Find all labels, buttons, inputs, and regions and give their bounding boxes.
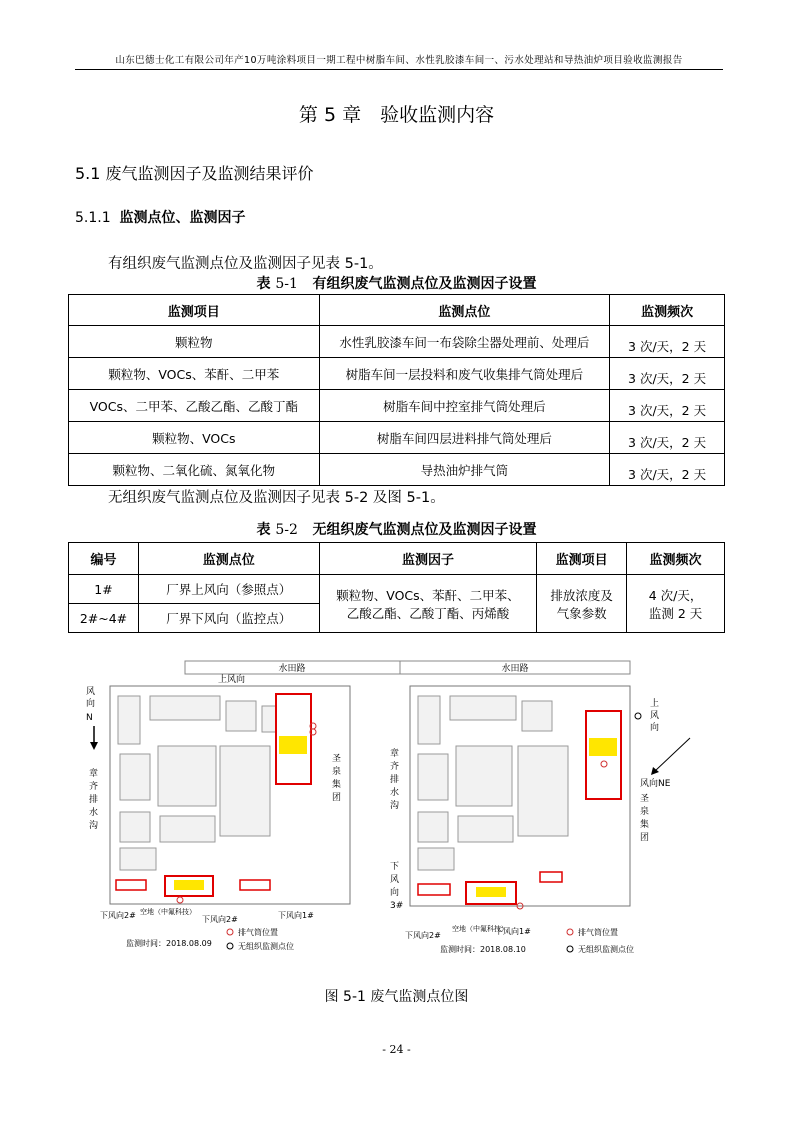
cell-id: 2#~4# <box>69 604 139 633</box>
table-header-row <box>69 295 725 326</box>
road-label: 水田路 <box>278 664 306 674</box>
cell-factors <box>319 575 537 633</box>
date-label: 监测时间：2018.08.10 <box>440 945 526 954</box>
road-label: 水田路 <box>501 664 529 674</box>
cell-point: 厂界下风向（监控点） <box>138 604 319 633</box>
map-left <box>86 661 400 951</box>
col-header-item: 监测项目 <box>537 543 627 575</box>
building <box>158 746 216 806</box>
cell-point: 树脂车间四层进料排气筒处理后 <box>319 422 610 454</box>
vacant-label: 空地（中氟科技） <box>140 908 196 916</box>
cell-id: 1# <box>69 575 139 604</box>
cell-frequency: 3 次/天，2 天 <box>610 358 725 390</box>
downwind-1: 下风向1# <box>495 927 531 936</box>
table1-caption-number: 5-1 <box>275 276 298 292</box>
neighbor-label-4: 团 <box>640 833 650 843</box>
ditch-label-3: 排 <box>390 775 400 785</box>
table1-caption-label: 表 <box>256 276 271 292</box>
ditch-label-1: 章 <box>390 749 400 759</box>
ditch-label-4: 水 <box>89 808 99 818</box>
wind-label-1: 风 <box>86 687 96 697</box>
downwind-3-line1: 下 <box>390 862 400 872</box>
table-row <box>69 454 725 486</box>
ditch-label-3: 排 <box>89 795 99 805</box>
upwind-label-1: 上 <box>650 699 660 709</box>
building <box>160 816 215 842</box>
building <box>418 812 448 842</box>
table-row <box>69 575 725 604</box>
neighbor-label-2: 泉 <box>640 807 650 817</box>
cell-item: 颗粒物、二氧化硫、氮氧化物 <box>69 454 320 486</box>
paragraph-table2-intro: 无组织废气监测点位及监测因子见表 5-2 及图 5-1。 <box>108 490 445 506</box>
subsection-number: 5.1.1 <box>75 210 111 226</box>
table1-caption <box>0 273 793 293</box>
site-maps-svg <box>80 656 720 966</box>
ditch-label-5: 沟 <box>390 801 400 811</box>
table-row <box>69 358 725 390</box>
building <box>518 746 568 836</box>
cell-item <box>537 575 627 633</box>
cell-frequency: 3 次/天，2 天 <box>610 326 725 358</box>
cell-point: 水性乳胶漆车间一布袋除尘器处理前、处理后 <box>319 326 610 358</box>
header-rule <box>75 69 723 70</box>
ditch-label-5: 沟 <box>89 821 99 831</box>
building-b-marker <box>476 887 506 897</box>
date-label: 监测时间：2018.08.09 <box>126 939 212 948</box>
building <box>418 696 440 744</box>
paragraph-table1-intro: 有组织废气监测点位及监测因子见表 5-1。 <box>108 256 383 272</box>
building <box>120 754 150 800</box>
downwind-3-line2: 风 <box>390 875 400 885</box>
running-header: 山东巴德士化工有限公司年产10万吨涂料项目一期工程中树脂车间、水性乳胶漆车间一、污水处理站和导热油炉项目验收监测报告 <box>115 55 683 66</box>
section-title: 5.1 废气监测因子及监测结果评价 <box>75 164 314 183</box>
table2-caption-title: 无组织废气监测点位及监测因子设置 <box>312 522 537 538</box>
table-header-row <box>69 543 725 575</box>
downwind-2b: 下风向2# <box>202 915 238 924</box>
factors-line: 乙酸乙酯、乙酸丁酯、丙烯酸 <box>346 605 510 621</box>
item-line: 气象参数 <box>556 605 607 621</box>
building-a-marker <box>589 738 617 756</box>
legend-stack: 排气筒位置 <box>578 928 618 937</box>
highlight-small <box>418 884 450 895</box>
neighbor-label-3: 集 <box>640 820 650 830</box>
building <box>120 848 156 870</box>
upwind-label-2: 风 <box>650 711 660 721</box>
highlight-small <box>540 872 562 882</box>
monitoring-site-figure <box>80 656 720 966</box>
building <box>458 816 513 842</box>
upwind-label-3: 向 <box>650 723 660 733</box>
wind-label-2: 向 <box>86 699 96 709</box>
col-header-frequency: 监测频次 <box>610 295 725 326</box>
subsection-title <box>75 207 246 227</box>
table1-caption-title: 有组织废气监测点位及监测因子设置 <box>312 276 537 292</box>
cell-frequency: 3 次/天，2 天 <box>610 422 725 454</box>
ditch-label-2: 齐 <box>390 762 400 772</box>
highlight-small <box>240 880 270 890</box>
col-header-id: 编号 <box>69 543 139 575</box>
building <box>522 701 552 731</box>
downwind-1: 下风向1# <box>278 911 314 920</box>
downwind-3-line4: 3# <box>390 901 404 911</box>
building <box>418 848 454 870</box>
legend-stack-icon <box>227 929 233 935</box>
table2-caption <box>0 519 793 539</box>
building <box>120 812 150 842</box>
legend-point: 无组织监测点位 <box>238 942 294 951</box>
cell-point: 树脂车间中控室排气筒处理后 <box>319 390 610 422</box>
legend-point-icon <box>227 943 233 949</box>
col-header-factors: 监测因子 <box>319 543 537 575</box>
page-number: - 24 - <box>382 1043 411 1056</box>
neighbor-label-2: 泉 <box>332 767 342 777</box>
figure-caption: 图 5-1 废气监测点位图 <box>324 989 469 1005</box>
subsection-text: 监测点位、监测因子 <box>119 210 246 226</box>
frequency-line: 监测 2 天 <box>648 605 703 621</box>
building <box>118 696 140 744</box>
downwind-2: 下风向2# <box>405 931 441 940</box>
wind-arrow <box>655 738 690 771</box>
organized-emission-table <box>68 294 725 486</box>
downwind-3-line3: 向 <box>390 888 400 898</box>
building-a-marker <box>279 736 307 754</box>
col-header-item: 监测项目 <box>69 295 320 326</box>
col-header-point: 监测点位 <box>319 295 610 326</box>
wind-arrow-head <box>90 742 98 750</box>
col-header-frequency: 监测频次 <box>627 543 725 575</box>
cell-frequency <box>627 575 725 633</box>
downwind-2: 下风向2# <box>100 911 136 920</box>
item-line: 排放浓度及 <box>550 587 613 603</box>
neighbor-label-1: 圣 <box>332 754 342 764</box>
table2-caption-number: 5-2 <box>275 522 298 538</box>
legend-stack: 排气筒位置 <box>238 928 278 937</box>
cell-item: 颗粒物 <box>69 326 320 358</box>
building <box>418 754 448 800</box>
cell-point: 树脂车间一层投料和废气收集排气筒处理后 <box>319 358 610 390</box>
cell-item: VOCs、二甲苯、乙酸乙酯、乙酸丁酯 <box>69 390 320 422</box>
cell-item: 颗粒物、VOCs、苯酐、二甲苯 <box>69 358 320 390</box>
upwind-label: 上风向 <box>218 675 246 685</box>
legend-point: 无组织监测点位 <box>578 945 634 954</box>
frequency-line: 4 次/天， <box>648 587 703 603</box>
highlight-small <box>116 880 146 890</box>
ditch-label-1: 章 <box>89 769 99 779</box>
legend-point-icon <box>567 946 573 952</box>
building-b-marker <box>174 880 204 890</box>
n-label: N <box>86 713 93 723</box>
building <box>150 696 220 720</box>
table2-caption-label: 表 <box>256 522 271 538</box>
cell-item: 颗粒物、VOCs <box>69 422 320 454</box>
building <box>450 696 516 720</box>
factors-line: 颗粒物、VOCs、苯酐、二甲苯、 <box>336 587 520 603</box>
ditch-label-4: 水 <box>390 788 400 798</box>
chapter-title: 第 5 章 验收监测内容 <box>298 104 495 126</box>
cell-point: 导热油炉排气筒 <box>319 454 610 486</box>
cell-point: 厂界上风向（参照点） <box>138 575 319 604</box>
vacant-label: 空地（中氟科技） <box>452 925 508 933</box>
building <box>456 746 512 806</box>
col-header-point: 监测点位 <box>138 543 319 575</box>
neighbor-label-1: 圣 <box>640 794 650 804</box>
cell-frequency: 3 次/天，2 天 <box>610 390 725 422</box>
upwind-point <box>635 713 641 719</box>
wind-label: 风向NE <box>640 779 671 789</box>
ditch-label-2: 齐 <box>89 782 99 792</box>
fugitive-emission-table <box>68 542 725 633</box>
cell-frequency: 3 次/天，2 天 <box>610 454 725 486</box>
building <box>220 746 270 836</box>
table-row <box>69 422 725 454</box>
map-right <box>390 661 690 954</box>
neighbor-label-3: 集 <box>332 780 342 790</box>
table-row <box>69 326 725 358</box>
building <box>226 701 256 731</box>
legend-stack-icon <box>567 929 573 935</box>
neighbor-label-4: 团 <box>332 793 342 803</box>
table-row <box>69 390 725 422</box>
